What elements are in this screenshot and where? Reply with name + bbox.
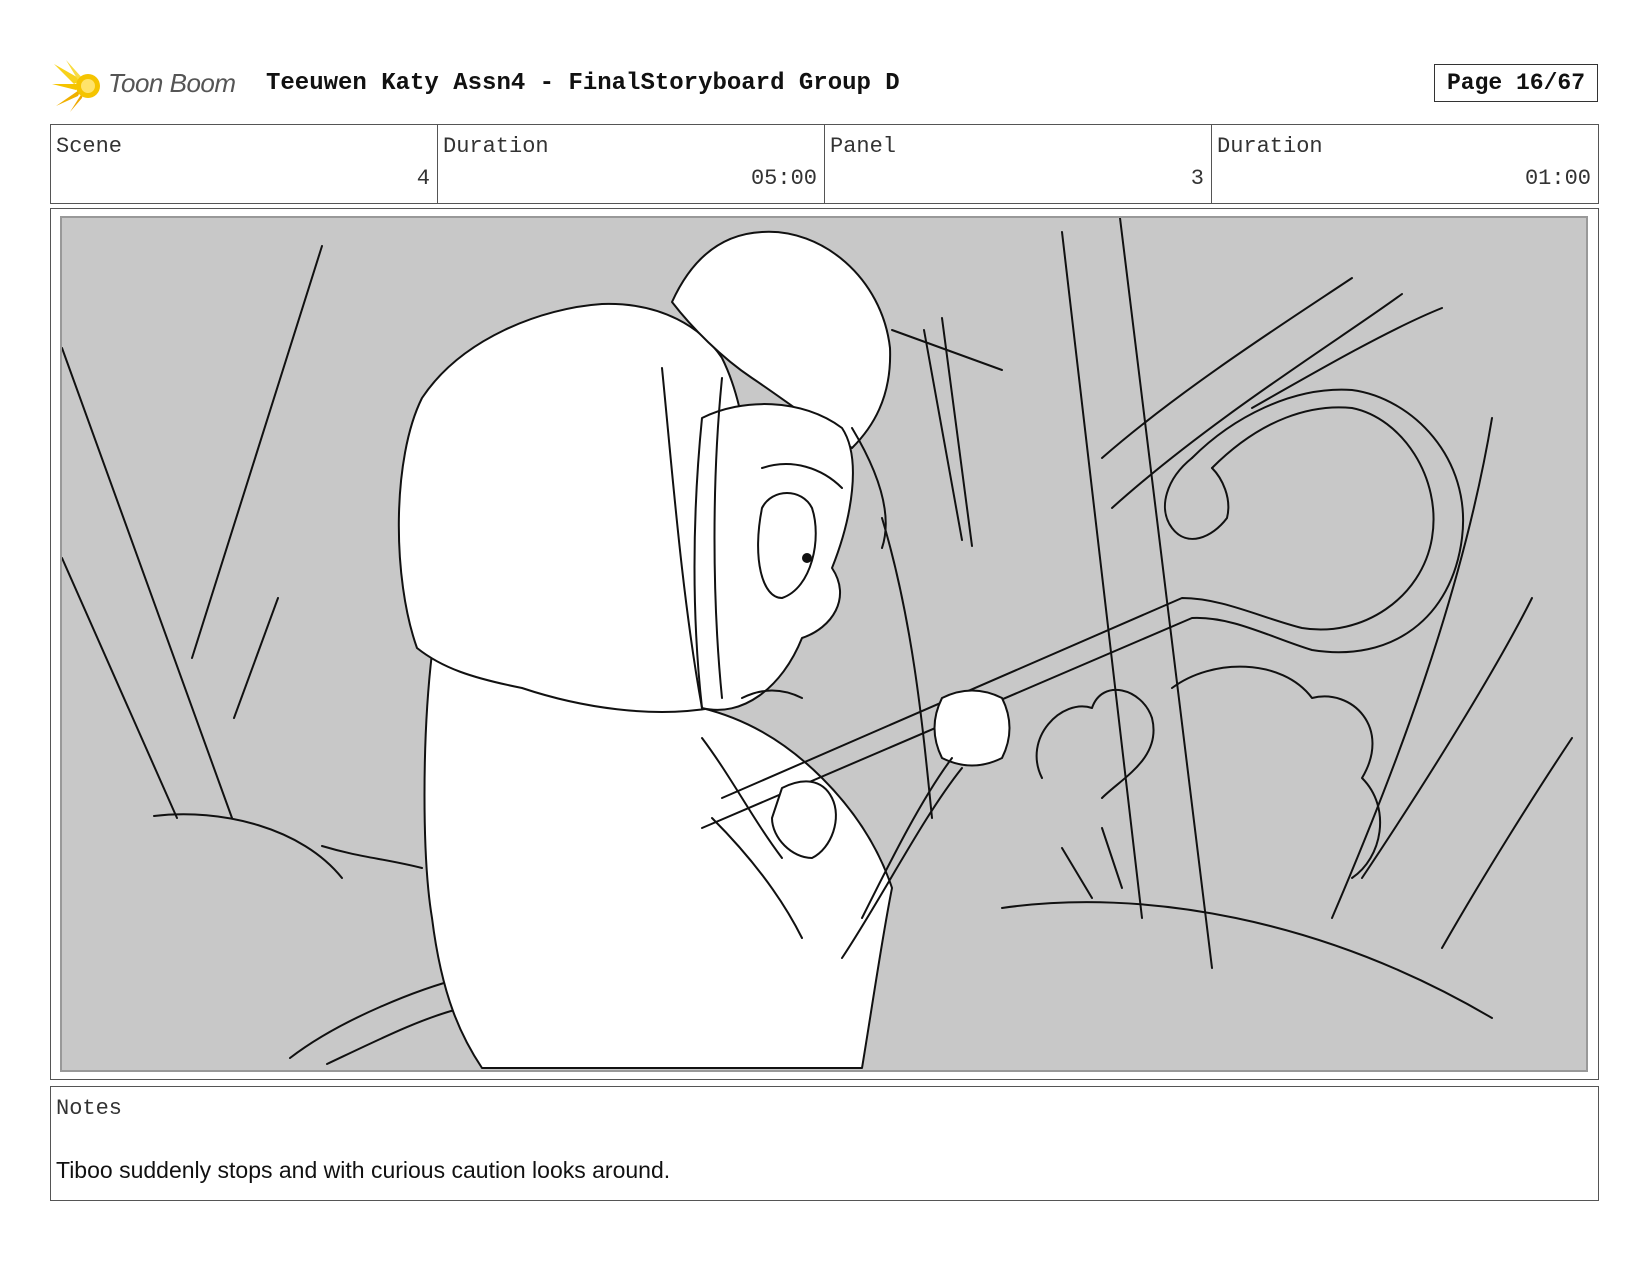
panel-label: Panel [830,134,897,159]
toon-boom-logo [52,58,252,114]
panel-duration-cell [1212,125,1598,203]
storyboard-panel-image [60,216,1588,1072]
page-indicator: Page 16/67 [1434,64,1598,102]
notes-label: Notes [56,1096,123,1121]
scene-info-table [50,124,1599,204]
scene-duration-value: 05:00 [750,166,817,191]
panel-cell [825,125,1212,203]
scene-duration-label: Duration [443,134,549,159]
scene-cell [51,125,438,203]
scene-value: 4 [416,166,430,191]
notes-section [50,1086,1599,1201]
scene-label: Scene [56,134,123,159]
logo-text: Toon Boom [108,68,236,98]
scene-duration-cell [438,125,825,203]
storyboard-panel-frame [50,208,1599,1080]
panel-value: 3 [1190,166,1204,191]
sketch-drawing [62,218,1588,1072]
panel-duration-label: Duration [1217,134,1323,159]
panel-duration-value: 01:00 [1524,166,1591,191]
document-title: Teeuwen Katy Assn4 - FinalStoryboard Group D [266,70,900,97]
toon-boom-logo-icon [52,58,108,114]
notes-text: Tiboo suddenly stops and with curious caution looks around. [56,1157,671,1183]
